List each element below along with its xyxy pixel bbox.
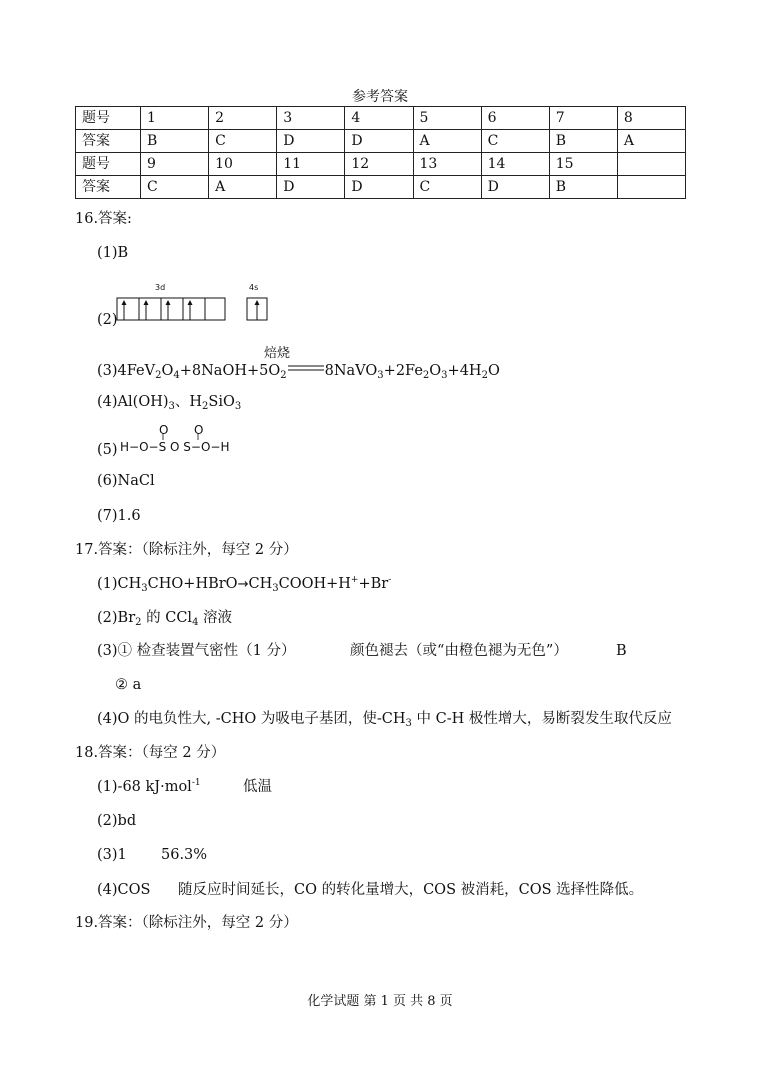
table-cell: D: [345, 176, 413, 199]
table-cell: A: [209, 176, 277, 199]
q18-part3-a: (3)1: [97, 847, 127, 863]
table-cell: 7: [549, 107, 617, 130]
q16-heading: 16.答案:: [75, 211, 132, 227]
table-cell: 4: [345, 107, 413, 130]
q16-part3: $(3)4FeV_2O_4+8NaOH+5O_2$ $8NaVO_3+2Fe_2O_3+4H_2O$: [97, 363, 500, 381]
q16-part1: (1)B: [97, 245, 129, 261]
equals-sign: [287, 363, 325, 373]
page-title: 参考答案: [352, 89, 408, 105]
table-cell: B: [549, 130, 617, 153]
orbital-box-3d: [117, 298, 225, 320]
orbital-3d-label: 3d: [155, 283, 166, 292]
table-cell: 14: [481, 153, 549, 176]
table-cell: 11: [277, 153, 345, 176]
q18-part4-a: (4)COS: [97, 882, 151, 898]
table-cell: [617, 176, 685, 199]
table-row: [76, 176, 686, 199]
table-row-header: 题号: [76, 153, 141, 176]
q17-part4: (4)O 的电负性大, -CHO 为吸电子基团，使$-CH_3$ 中 C-H 极性增大，易断裂发生取代反应: [97, 711, 672, 729]
q18-part4-b: 随反应时间延长，CO 的转化量增大，COS 被消耗，COS 选择性降低。: [178, 882, 644, 898]
table-row-header: 答案: [76, 130, 141, 153]
table-cell: 8: [617, 107, 685, 130]
q16-part2-label: (2): [97, 312, 118, 328]
table-cell: C: [413, 176, 481, 199]
q17-part1: $(1)CH_3CHO+HBrO\to CH_3COOH+H^++Br^-$: [97, 575, 392, 594]
table-cell: 6: [481, 107, 549, 130]
table-cell: B: [549, 176, 617, 199]
table-cell: D: [277, 176, 345, 199]
page-footer: 化学试题 第 1 页 共 8 页: [307, 994, 453, 1009]
q18-heading: 18.答案：（每空 2 分）: [75, 745, 226, 761]
structure-top-o-2: O: [194, 423, 204, 437]
table-cell: 13: [413, 153, 481, 176]
table-cell: 2: [209, 107, 277, 130]
orbital-diagram: [116, 295, 276, 325]
structure-chain: H−O−S O S−O−H: [120, 440, 230, 454]
q17-part2: $(2)Br_2$ 的 CCl$_4$ 溶液: [97, 610, 233, 628]
structure-top-o-1: O: [159, 423, 169, 437]
table-row-header: 答案: [76, 176, 141, 199]
q17-heading: 17.答案：（除标注外，每空 2 分）: [75, 542, 298, 558]
q16-part6: (6)NaCl: [97, 473, 155, 489]
q16-part7: (7)1.6: [97, 508, 141, 524]
table-cell: D: [345, 130, 413, 153]
table-cell: A: [617, 130, 685, 153]
orbital-4s-label: 4s: [249, 283, 259, 292]
q19-heading: 19.答案：（除标注外，每空 2 分）: [75, 915, 298, 931]
table-row-header: 题号: [76, 107, 141, 130]
table-cell: 1: [141, 107, 209, 130]
table-cell: [617, 153, 685, 176]
table-row: [76, 130, 686, 153]
table-cell: 3: [277, 107, 345, 130]
answer-table: [75, 106, 686, 199]
table-cell: 12: [345, 153, 413, 176]
table-cell: 15: [549, 153, 617, 176]
q18-part2: (2)bd: [97, 813, 137, 829]
table-cell: 10: [209, 153, 277, 176]
table-cell: A: [413, 130, 481, 153]
table-cell: 5: [413, 107, 481, 130]
reaction-condition: 焙烧: [264, 346, 291, 361]
table-cell: D: [277, 130, 345, 153]
table-row: [76, 153, 686, 176]
q18-part1-a: (1)-68 kJ·mol$^{-1}$: [97, 778, 201, 795]
table-cell: B: [141, 130, 209, 153]
q16-part4: $(4)Al(OH)_3$、$H_2SiO_3$: [97, 394, 242, 412]
table-cell: C: [209, 130, 277, 153]
table-cell: C: [141, 176, 209, 199]
q17-part3-c: B: [616, 643, 627, 659]
q18-part3-b: 56.3%: [161, 847, 208, 863]
q17-part3-d: ② a: [115, 677, 142, 693]
q17-part3-b: 颜色褪去（或“由橙色褪为无色”）: [350, 643, 568, 659]
table-cell: C: [481, 130, 549, 153]
table-cell: 9: [141, 153, 209, 176]
q17-part3-a: (3)① 检查装置气密性（1 分）: [97, 643, 296, 659]
q16-part5-label: (5): [97, 442, 118, 458]
q18-part1-b: 低温: [243, 779, 272, 795]
table-cell: D: [481, 176, 549, 199]
table-row: [76, 107, 686, 130]
